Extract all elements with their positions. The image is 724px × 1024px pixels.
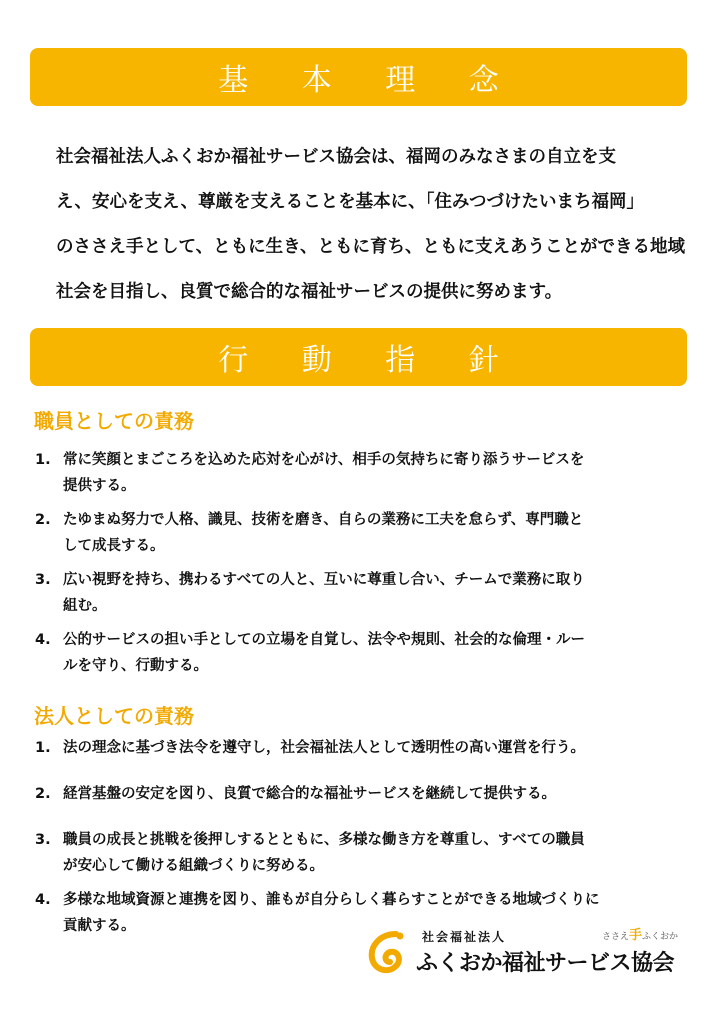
item-text: 法の理念に基づき法令を遵守し，社会福祉法人として透明性の高い運営を行う。 <box>63 740 585 756</box>
item-text: 多様な地域資源と連携を図り、誰もが自分らしく暮らすことができる地域づくりに <box>63 892 600 908</box>
list-item <box>35 627 685 679</box>
item-text: 常に笑顔とまごころを込めた応対を心がけ、相手の気持ちに寄り添うサービスを <box>63 452 585 468</box>
guidelines-banner <box>30 328 687 386</box>
item-text: 組む。 <box>63 598 107 614</box>
philosophy-title: 基 本 理 念 <box>218 63 521 98</box>
item-text: 広い視野を持ち、携わるすべての人と、互いに尊重し合い、チームで業務に取り <box>63 572 585 588</box>
corporate-duties-list <box>35 735 685 947</box>
logo-tagline-pre: ささえ <box>602 932 630 942</box>
logo-tagline-post: ふくおか <box>642 932 679 942</box>
item-number: 4. <box>35 892 51 908</box>
item-number: 2. <box>35 786 51 802</box>
item-number: 1. <box>35 740 51 756</box>
item-text: 貢献する。 <box>63 918 136 934</box>
item-number: 3. <box>35 572 51 588</box>
philosophy-line: のささえ手として、ともに生き、ともに育ち、ともに支えあうことができる地域 <box>56 237 685 257</box>
list-item <box>35 567 685 619</box>
item-text: が安心して働ける組織づくりに努める。 <box>63 858 324 874</box>
logo-tagline <box>602 924 678 943</box>
list-item <box>35 507 685 559</box>
item-number: 3. <box>35 832 51 848</box>
item-text: 経営基盤の安定を図り、良質で総合的な福祉サービスを継続して提供する。 <box>63 786 556 802</box>
philosophy-banner <box>30 48 687 106</box>
philosophy-line: 社会を目指し、良質で総合的な福祉サービスの提供に努めます。 <box>56 282 563 302</box>
item-text: たゆまぬ努力で人格、識見、技術を磨き、自らの業務に工夫を怠らず、専門職と <box>63 512 584 528</box>
list-item <box>35 447 685 499</box>
philosophy-line: え、安心を支え、尊厳を支えることを基本に、「住みつづけたいまち福岡」 <box>56 192 644 212</box>
staff-duties-list <box>35 447 685 687</box>
item-text: ルを守り、行動する。 <box>63 658 208 674</box>
list-item <box>35 827 685 879</box>
corporate-duties-heading: 法人としての責務 <box>34 704 194 728</box>
logo-subtitle: 社会福祉法人 <box>422 930 507 944</box>
philosophy-line: 社会福祉法人ふくおか福祉サービス協会は、福岡のみなさまの自立を支 <box>56 147 616 167</box>
item-number: 2. <box>35 512 51 528</box>
list-item <box>35 781 685 807</box>
guidelines-title: 行 動 指 針 <box>218 343 521 378</box>
item-number: 4. <box>35 632 51 648</box>
list-item <box>35 735 685 761</box>
orange-swirl-logo-icon <box>366 928 410 976</box>
organization-logo <box>366 924 679 980</box>
item-number: 1. <box>35 452 51 468</box>
logo-name: ふくおか福祉サービス協会 <box>416 951 675 976</box>
philosophy-text <box>56 135 685 315</box>
item-text: 職員の成長と挑戦を後押しするとともに、多様な働き方を尊重し、すべての職員 <box>63 832 585 848</box>
staff-duties-heading: 職員としての責務 <box>34 409 194 433</box>
item-text: 公的サービスの担い手としての立場を自覚し、法令や規則、社会的な倫理・ルー <box>63 632 585 648</box>
logo-tagline-highlight: 手 <box>629 928 643 943</box>
item-text: して成長する。 <box>63 538 165 554</box>
item-text: 提供する。 <box>63 478 136 494</box>
